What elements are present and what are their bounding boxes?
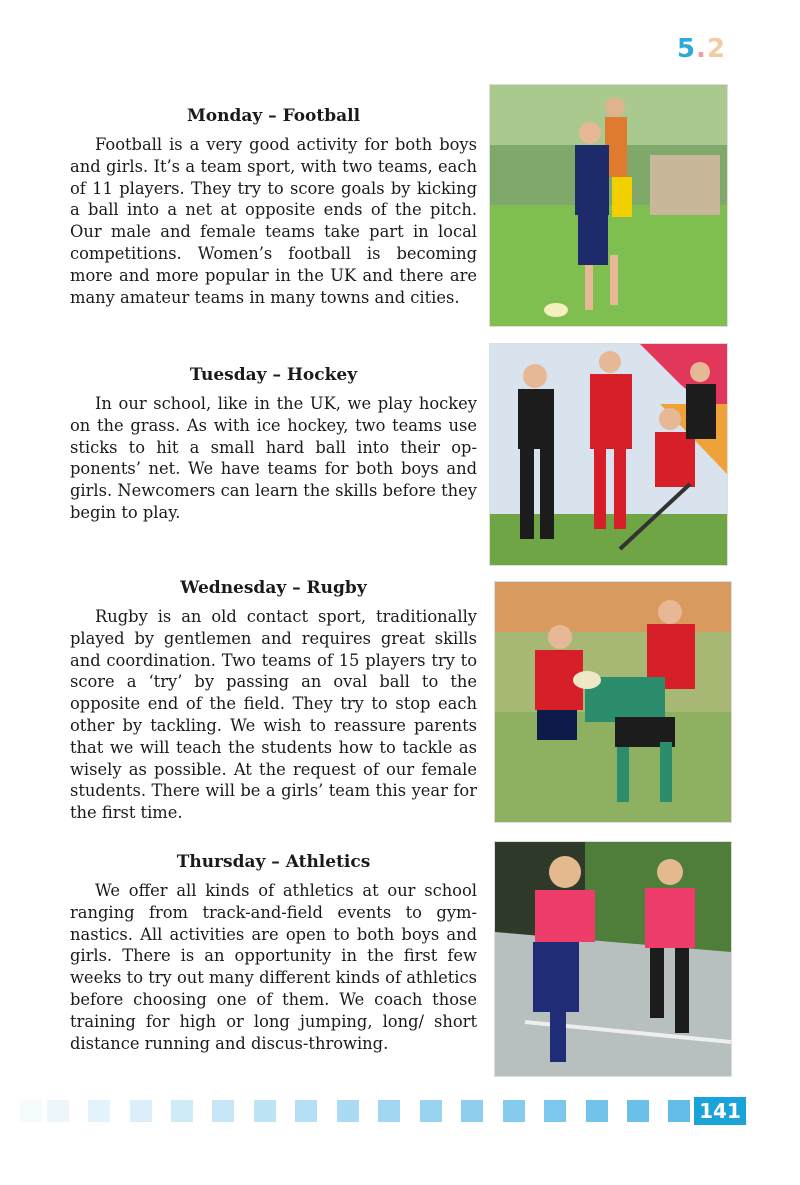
rugby-heading: Wednesday – Rugby bbox=[180, 578, 367, 598]
football-section bbox=[70, 106, 477, 308]
strip-square bbox=[461, 1100, 483, 1122]
strip-square bbox=[503, 1100, 525, 1122]
strip-square bbox=[20, 1100, 42, 1122]
rugby-photo bbox=[494, 581, 732, 823]
hockey-photo bbox=[489, 343, 728, 566]
strip-square bbox=[254, 1100, 276, 1122]
page-number: 141 bbox=[694, 1097, 746, 1125]
football-heading: Monday – Football bbox=[186, 106, 361, 126]
strip-square bbox=[295, 1100, 317, 1122]
athletics-section bbox=[70, 852, 477, 1054]
football-photo bbox=[489, 84, 728, 327]
strip-square bbox=[627, 1100, 649, 1122]
strip-square bbox=[586, 1100, 608, 1122]
strip-square bbox=[668, 1100, 690, 1122]
athletics-paragraph: We offer all kinds of athletics at our school ranging from track-and-field events to gymnastics. All activities are open to both boys and girls. There is an opportunity in the first few weeks to try out many different kinds of athletics before choosing one of them. We coach those training for high or long jumping, long/ short distance running and discus-throwing. bbox=[70, 881, 477, 1053]
section-number: 5.2 bbox=[676, 34, 726, 64]
strip-square bbox=[378, 1100, 400, 1122]
hockey-heading: Tuesday – Hockey bbox=[189, 365, 358, 385]
hockey-paragraph: In our school, like in the UK, we play hockey on the grass. As with ice hockey, two teams use sticks to hit a small hard ball into their opponents’ net. We have teams for both boys and girls. Newcomers can learn the skills before they begin to play. bbox=[70, 394, 477, 522]
strip-square bbox=[171, 1100, 193, 1122]
strip-square bbox=[212, 1100, 234, 1122]
athletics-photo bbox=[494, 841, 732, 1077]
strip-square bbox=[420, 1100, 442, 1122]
hockey-section bbox=[70, 365, 477, 524]
rugby-paragraph: Rugby is an old contact sport, traditionally played by gentlemen and requires great skills and coordination. Two teams of 15 players try to score a ‘try’ by passing an oval ball to the opposite end of the field. They try to stop each other by tackling. We wish to reassure parents that we will teach the students how to tackle as wisely as possible. At the request of our female students. There will be a girls’ team this year for the first time. bbox=[70, 607, 477, 823]
football-paragraph: Football is a very good activity for both boys and girls. It’s a team sport, with two teams, each of 11 players. They try to score goals by kicking a ball into a net at opposite ends of the pitch. Our male and female teams take part in local competitions. Women’s football is becoming more and more popular in the UK and there are many amateur teams in many towns and cities. bbox=[70, 135, 477, 307]
strip-square bbox=[544, 1100, 566, 1122]
strip-square bbox=[88, 1100, 110, 1122]
strip-square bbox=[337, 1100, 359, 1122]
strip-square bbox=[130, 1100, 152, 1122]
rugby-section bbox=[70, 578, 477, 824]
athletics-heading: Thursday – Athletics bbox=[176, 852, 371, 872]
strip-square bbox=[47, 1100, 69, 1122]
footer-square-strip bbox=[0, 1096, 800, 1126]
